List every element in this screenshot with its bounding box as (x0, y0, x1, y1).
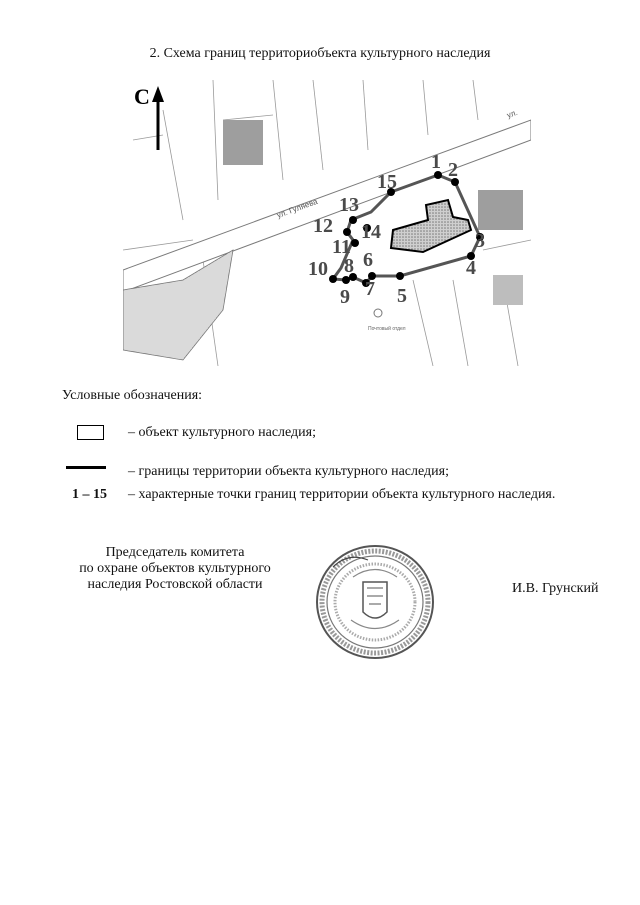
point-label: 10 (308, 258, 328, 280)
map-mark (329, 275, 337, 283)
point-label: 9 (340, 286, 350, 308)
map-mark (349, 216, 357, 224)
boundary-map (123, 80, 531, 366)
street-label: ул. Гуляева (275, 196, 319, 220)
signer-position (40, 545, 310, 593)
signer-position-line: Председатель комитета (105, 545, 245, 560)
building-label: Почтовый отдел (368, 326, 406, 332)
building-block (493, 275, 523, 305)
map-mark (396, 272, 404, 280)
point-label: 5 (397, 285, 407, 307)
street-label: ул. (505, 107, 519, 120)
legend-object-symbol (77, 425, 104, 440)
point-label: 2 (448, 159, 458, 181)
signer-position-line: по охране объектов культурного (79, 561, 271, 576)
point-label: 14 (361, 221, 381, 243)
page-title: 2. Схема границ территориобъекта культурного наследия (149, 46, 491, 61)
map-mark (342, 276, 350, 284)
map-mark (351, 239, 359, 247)
map-mark (343, 228, 351, 236)
legend-boundary-symbol (66, 466, 106, 469)
legend-item-boundary: – границы территории объекта культурного наследия; (128, 464, 449, 479)
point-label: 7 (365, 278, 375, 300)
point-label: 3 (475, 230, 485, 252)
point-label: 13 (339, 194, 359, 216)
signer-name: И.В. Грунский (512, 581, 599, 596)
point-label: 6 (363, 249, 373, 271)
point-label: 11 (332, 236, 351, 258)
north-label: С (134, 84, 150, 109)
point-label: 1 (431, 151, 441, 173)
legend-item-object: – объект культурного наследия; (128, 425, 316, 440)
point-label: 15 (377, 171, 397, 193)
legend-item-points: – характерные точки границ территории объекта культурного наследия. (128, 487, 556, 502)
point-label: 4 (466, 257, 476, 279)
official-seal (313, 542, 438, 662)
point-label: 8 (344, 255, 354, 277)
signer-position-line: наследия Ростовской области (87, 577, 263, 592)
building-block (223, 120, 263, 165)
building-block (478, 190, 523, 230)
point-label: 12 (313, 215, 333, 237)
legend-title: Условные обозначения: (62, 388, 203, 403)
legend-points-symbol: 1 – 15 (72, 487, 107, 502)
